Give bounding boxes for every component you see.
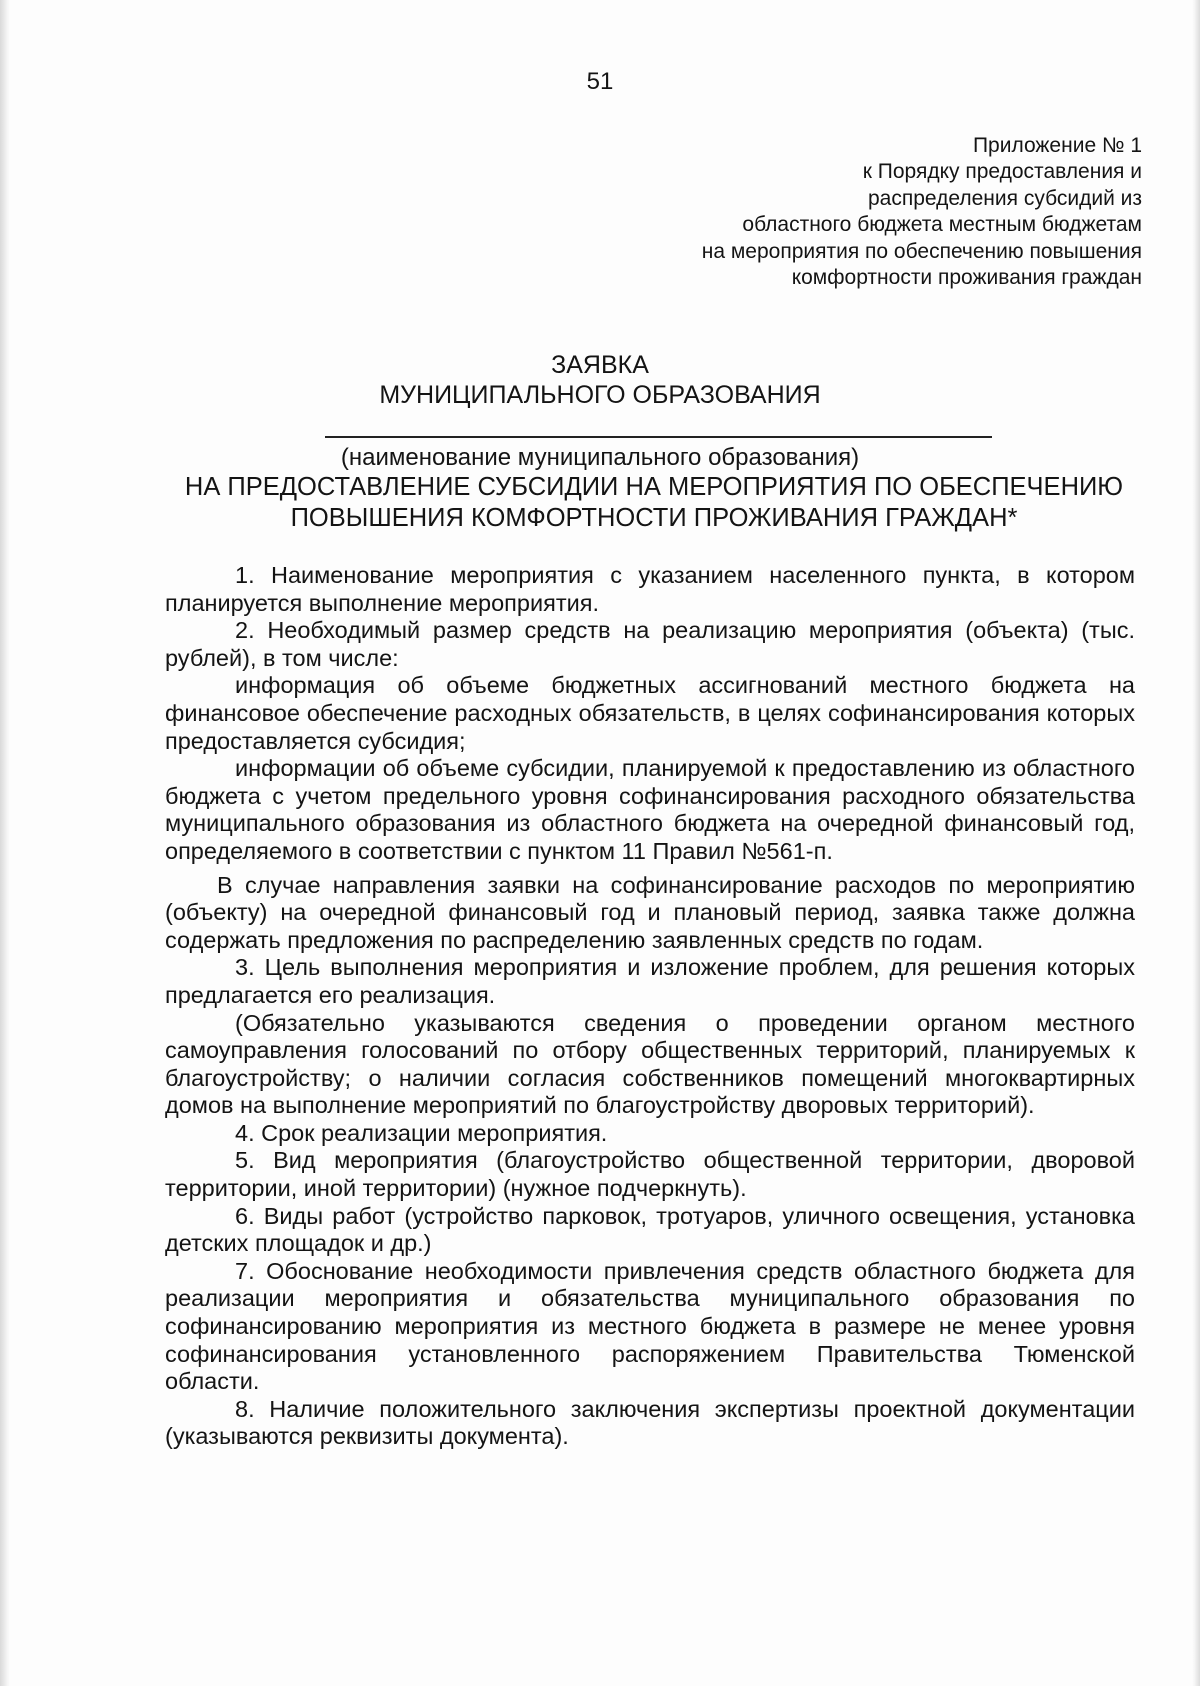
item-3: 3. Цель выполнения мероприятия и изложение проблем, для решения которых предлагается его реализация.	[165, 954, 1135, 1008]
item-7: 7. Обоснование необходимости привлечения средств областного бюджета для реализации мероприятия и обязательства муниципального образования по софинансированию мероприятия из местного бюджета в размере не менее уровня софинансирования установленного распоряжением Правительства Тюменской области.	[165, 1257, 1135, 1395]
heading-municipality: МУНИЦИПАЛЬНОГО ОБРАЗОВАНИЯ	[379, 381, 821, 409]
scan-edge-right	[1192, 0, 1200, 1686]
appendix-note	[582, 133, 1142, 291]
item-8: 8. Наличие положительного заключения экспертизы проектной документации (указываются реквизиты документа).	[165, 1395, 1135, 1450]
municipality-name-caption: (наименование муниципального образования)	[340, 444, 860, 471]
appendix-line: к Порядку предоставления и	[862, 160, 1142, 184]
paragraph-planning-period: В случае направления заявки на софинансирование расходов по мероприятию (объекту) на очередной финансовый год и плановый период, заявка также должна содержать предложения по распределению заявленных средств по годам.	[165, 871, 1135, 953]
appendix-line: распределения субсидий из	[868, 186, 1142, 210]
appendix-line: на мероприятия по обеспечению повышения	[701, 239, 1142, 263]
appendix-line: Приложение № 1	[972, 134, 1142, 157]
appendix-line: областного бюджета местным бюджетам	[742, 213, 1142, 237]
title-line: НА ПРЕДОСТАВЛЕНИЕ СУБСИДИИ НА МЕРОПРИЯТИЯ ПО ОБЕСПЕЧЕНИЮ	[184, 473, 1124, 501]
item-2-subitem-local-budget: информация об объеме бюджетных ассигнований местного бюджета на финансовое обеспечение расходных обязательств, в целях софинансирования которых предоставляется субсидия;	[165, 672, 1135, 754]
page-number: 51	[586, 68, 614, 95]
item-6: 6. Виды работ (устройство парковок, тротуаров, уличного освещения, установка детских площадок и др.)	[165, 1202, 1135, 1257]
item-4: 4. Срок реализации мероприятия.	[235, 1119, 608, 1146]
item-2-subitem-subsidy: информации об объеме субсидии, планируемой к предоставлению из областного бюджета с учетом предельного уровня софинансирования расходного обязательства муниципального образования из областного бюджета на очередной финансовый год, определяемого в соответствии с пунктом 11 Правил №561-п.	[165, 755, 1135, 864]
document-title	[170, 472, 1138, 534]
appendix-line: комфортности проживания граждан	[791, 266, 1142, 290]
title-line: ПОВЫШЕНИЯ КОМФОРТНОСТИ ПРОЖИВАНИЯ ГРАЖДАН*	[290, 504, 1018, 532]
document-body	[165, 562, 1135, 1451]
municipality-name-blank-line	[325, 436, 992, 438]
item-3-note: (Обязательно указываются сведения о проведении органом местного самоуправления голосований по отбору общественных территорий, планируемых к благоустройству; о наличии согласия собственников помещений многоквартирных домов на выполнение мероприятий по благоустройству дворовых территорий).	[165, 1009, 1135, 1119]
scan-edge-left	[0, 0, 10, 1686]
item-1: 1. Наименование мероприятия с указанием населенного пункта, в котором планируется выполнение мероприятия.	[165, 562, 1135, 616]
item-5: 5. Вид мероприятия (благоустройство общественной территории, дворовой территории, иной территории) (нужное подчеркнуть).	[165, 1147, 1135, 1202]
heading-application: ЗАЯВКА	[551, 351, 649, 379]
item-2: 2. Необходимый размер средств на реализацию мероприятия (объекта) (тыс. рублей), в том числе:	[165, 617, 1135, 671]
